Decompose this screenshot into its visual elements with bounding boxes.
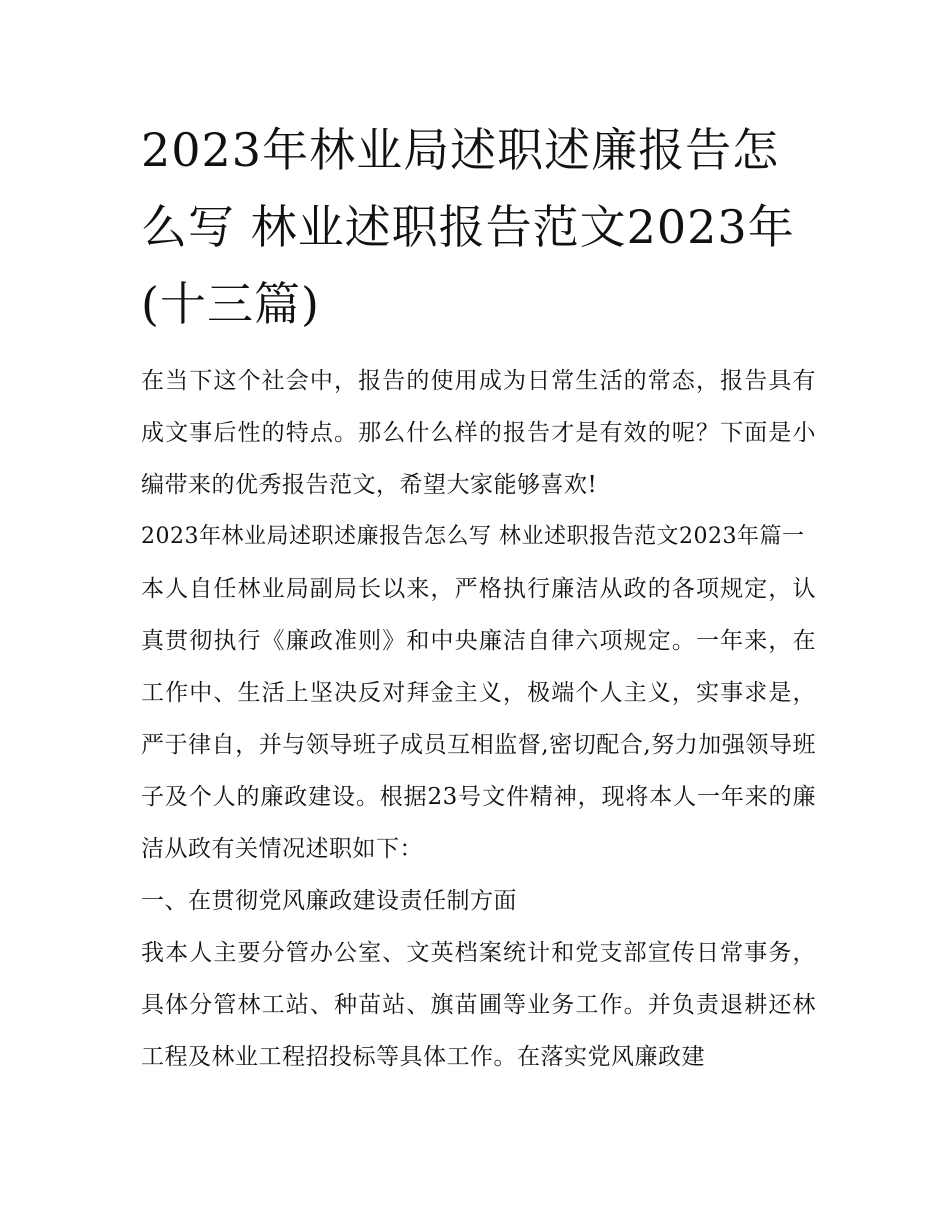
section-heading: 一、在贯彻党风廉政建设责任制方面 [141,888,517,914]
document-body [141,355,816,1083]
intro-paragraph: 在当下这个社会中，报告的使用成为日常生活的常态，报告具有成文事后性的特点。那么什么样的报告才是有效的呢？下面是小编带来的优秀报告范文，希望大家能够喜欢! [141,368,816,498]
document-page [141,112,816,1083]
document-title: 2023年林业局述职述廉报告怎么写 林业述职报告范文2023年(十三篇) [141,123,795,331]
body-paragraph: 本人自任林业局副局长以来，严格执行廉洁从政的各项规定，认真贯彻执行《廉政准则》和中央廉洁自律六项规定。一年来，在工作中、生活上坚决反对拜金主义，极端个人主义，实事求是，严于律自，并与领导班子成员互相监督,密切配合,努力加强领导班子及个人的廉政建设。根据23号文件精神，现将本人一年来的廉洁从政有关情况述职如下： [141,576,816,862]
body-paragraph: 我本人主要分管办公室、文英档案统计和党支部宣传日常事务，具体分管林工站、种苗站、旗苗圃等业务工作。并负责退耕还林工程及林业工程招投标等具体工作。在落实党风廉政建 [141,940,816,1070]
section-title: 2023年林业局述职述廉报告怎么写 林业述职报告范文2023年篇一 [141,524,805,549]
